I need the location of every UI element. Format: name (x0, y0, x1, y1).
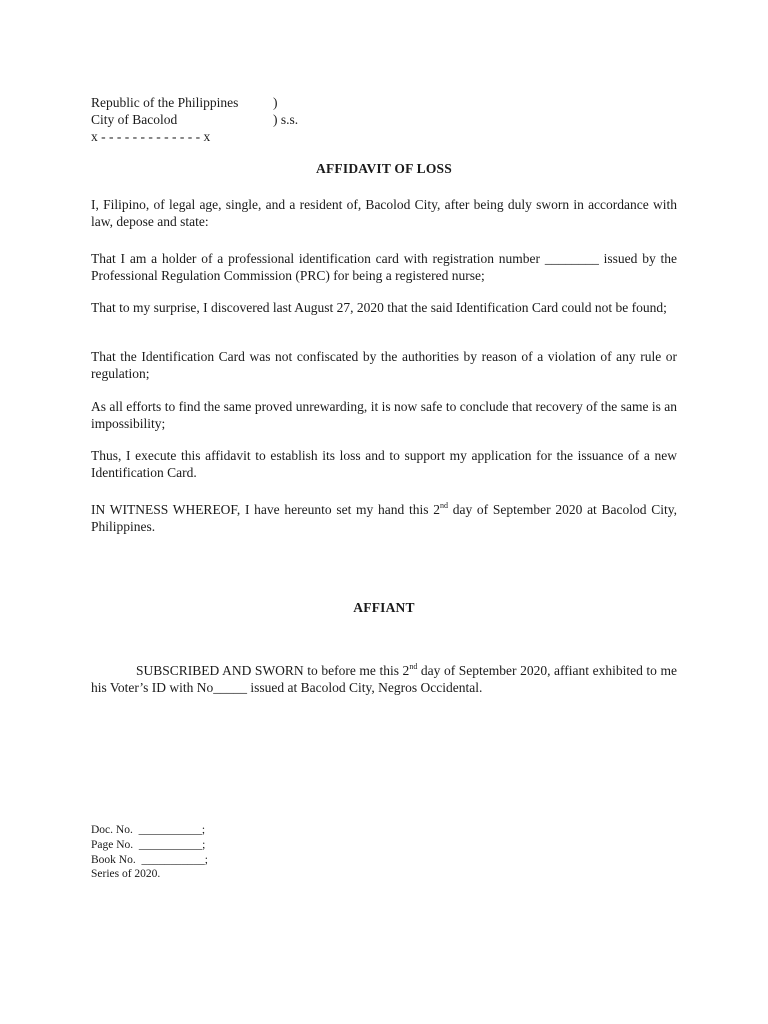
notarial-doc-no: Doc. No. ___________; (91, 824, 206, 836)
paragraph-impossibility: As all efforts to find the same proved unrewarding, it is now safe to conclude that recovery of the same is an impossibility; (91, 399, 677, 431)
witness-text-2: day of September 2020 at Bacolod City, Philippines. (91, 502, 677, 534)
paragraph-holder-text-1: That I am a holder of a professional identification card with registration number (91, 251, 541, 266)
venue-country: Republic of the Philippines (91, 95, 239, 110)
paragraph-not-confiscated: That the Identification Card was not confiscated by the authorities by reason of a violation of any rule or regulation; (91, 349, 677, 381)
venue-city-bracket: ) s.s. (273, 112, 299, 127)
paragraph-execution: Thus, I execute this affidavit to establish its loss and to support my application for the issuance of a new Identification Card. (91, 448, 677, 480)
jurat-text-2: day of September 2020, affiant exhibited to me his Voter’s ID with No_____ issued at Bacolod City, Negros Occidental. (91, 663, 677, 695)
paragraph-holder (91, 250, 677, 284)
venue-country-bracket: ) (273, 95, 278, 110)
notarial-series: Series of 2020. (91, 868, 161, 880)
paragraph-discovery: That to my surprise, I discovered last August 27, 2020 that the said Identification Card could not be found; (91, 300, 667, 315)
venue-city: City of Bacolod (91, 112, 178, 127)
document-title: AFFIDAVIT OF LOSS (316, 161, 452, 176)
witness-paragraph (91, 501, 677, 535)
witness-text-1: IN WITNESS WHEREOF, I have hereunto set my hand this 2 (91, 502, 440, 517)
witness-ordinal: nd (439, 501, 448, 510)
affiant-label: AFFIANT (353, 600, 415, 615)
jurat-paragraph (91, 662, 677, 696)
paragraph-holder-text-2: issued by the Professional Regulation Commission (PRC) for being a registered nurse; (91, 251, 678, 283)
registration-number-blank: ________ (544, 251, 599, 266)
intro-paragraph: I, Filipino, of legal age, single, and a resident of, Bacolod City, after being duly sworn in accordance with law, depose and state: (91, 197, 677, 229)
notarial-book-no: Book No. ___________; (91, 854, 208, 866)
jurat-text-1: SUBSCRIBED AND SWORN to before me this 2 (136, 663, 410, 678)
venue-separator: x - - - - - - - - - - - - - x (91, 129, 211, 144)
notarial-page-no: Page No. ___________; (91, 839, 206, 851)
jurat-ordinal: nd (409, 662, 418, 671)
